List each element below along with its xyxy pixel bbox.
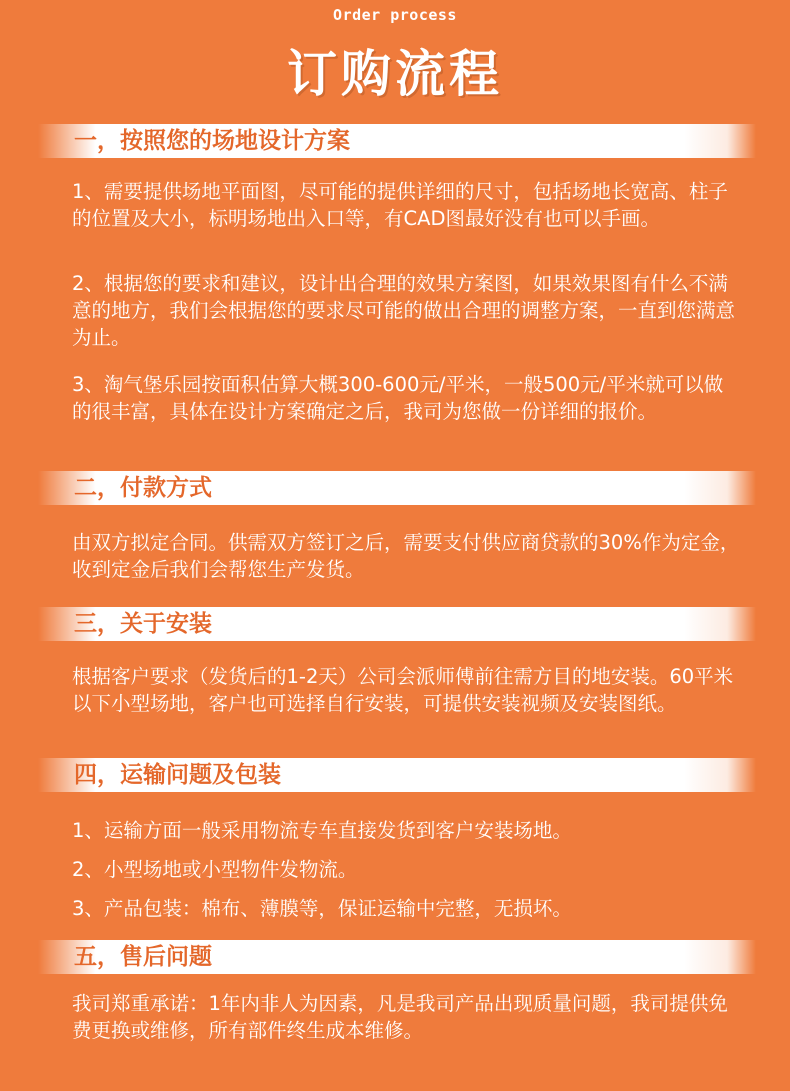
section-heading-shipping (38, 758, 756, 792)
page-subtitle: Order process (333, 6, 457, 24)
shipping-paragraph-3: 3、产品包装：棉布、薄膜等，保证运输中完整，无损坏。 (72, 897, 572, 920)
shipping-paragraph-1: 1、运输方面一般采用物流专车直接发货到客户安装场地。 (72, 819, 572, 842)
section-heading-payment (38, 471, 756, 505)
section-heading-after-sales (38, 940, 756, 974)
section-heading-label: 五，售后问题 (74, 944, 212, 970)
payment-paragraph: 由双方拟定合同。供需双方签订之后，需要支付供应商贷款的30%作为定金，收到定金后我们会帮您生产发货。 (72, 531, 740, 581)
shipping-paragraph-2: 2、小型场地或小型物件发物流。 (72, 858, 358, 881)
installation-paragraph: 根据客户要求（发货后的1-2天）公司会派师傅前往需方目的地安装。60平米以下小型场地，客户也可选择自行安装，可提供安装视频及安装图纸。 (72, 665, 734, 715)
section-heading-installation (38, 607, 756, 641)
after-sales-paragraph: 我司郑重承诺：1年内非人为因素，凡是我司产品出现质量问题，我司提供免费更换或维修，所有部件终生成本维修。 (72, 992, 728, 1042)
section-heading-label: 二，付款方式 (74, 475, 212, 501)
section-heading-design (38, 124, 756, 158)
design-paragraph-2: 2、根据您的要求和建议，设计出合理的效果方案图，如果效果图有什么不满意的地方，我们会根据您的要求尽可能的做出合理的调整方案，一直到您满意为止。 (72, 272, 736, 349)
design-paragraph-3: 3、淘气堡乐园按面积估算大概300-600元/平米，一般500元/平米就可以做的很丰富，具体在设计方案确定之后，我司为您做一份详细的报价。 (72, 373, 724, 423)
section-heading-label: 一，按照您的场地设计方案 (74, 128, 350, 154)
section-heading-label: 三，关于安装 (74, 611, 212, 637)
section-heading-label: 四，运输问题及包装 (74, 762, 281, 788)
design-paragraph-1: 1、需要提供场地平面图，尽可能的提供详细的尺寸，包括场地长宽高、柱子的位置及大小，标明场地出入口等，有CAD图最好没有也可以手画。 (72, 180, 728, 230)
page-title: 订购流程 (287, 45, 503, 103)
